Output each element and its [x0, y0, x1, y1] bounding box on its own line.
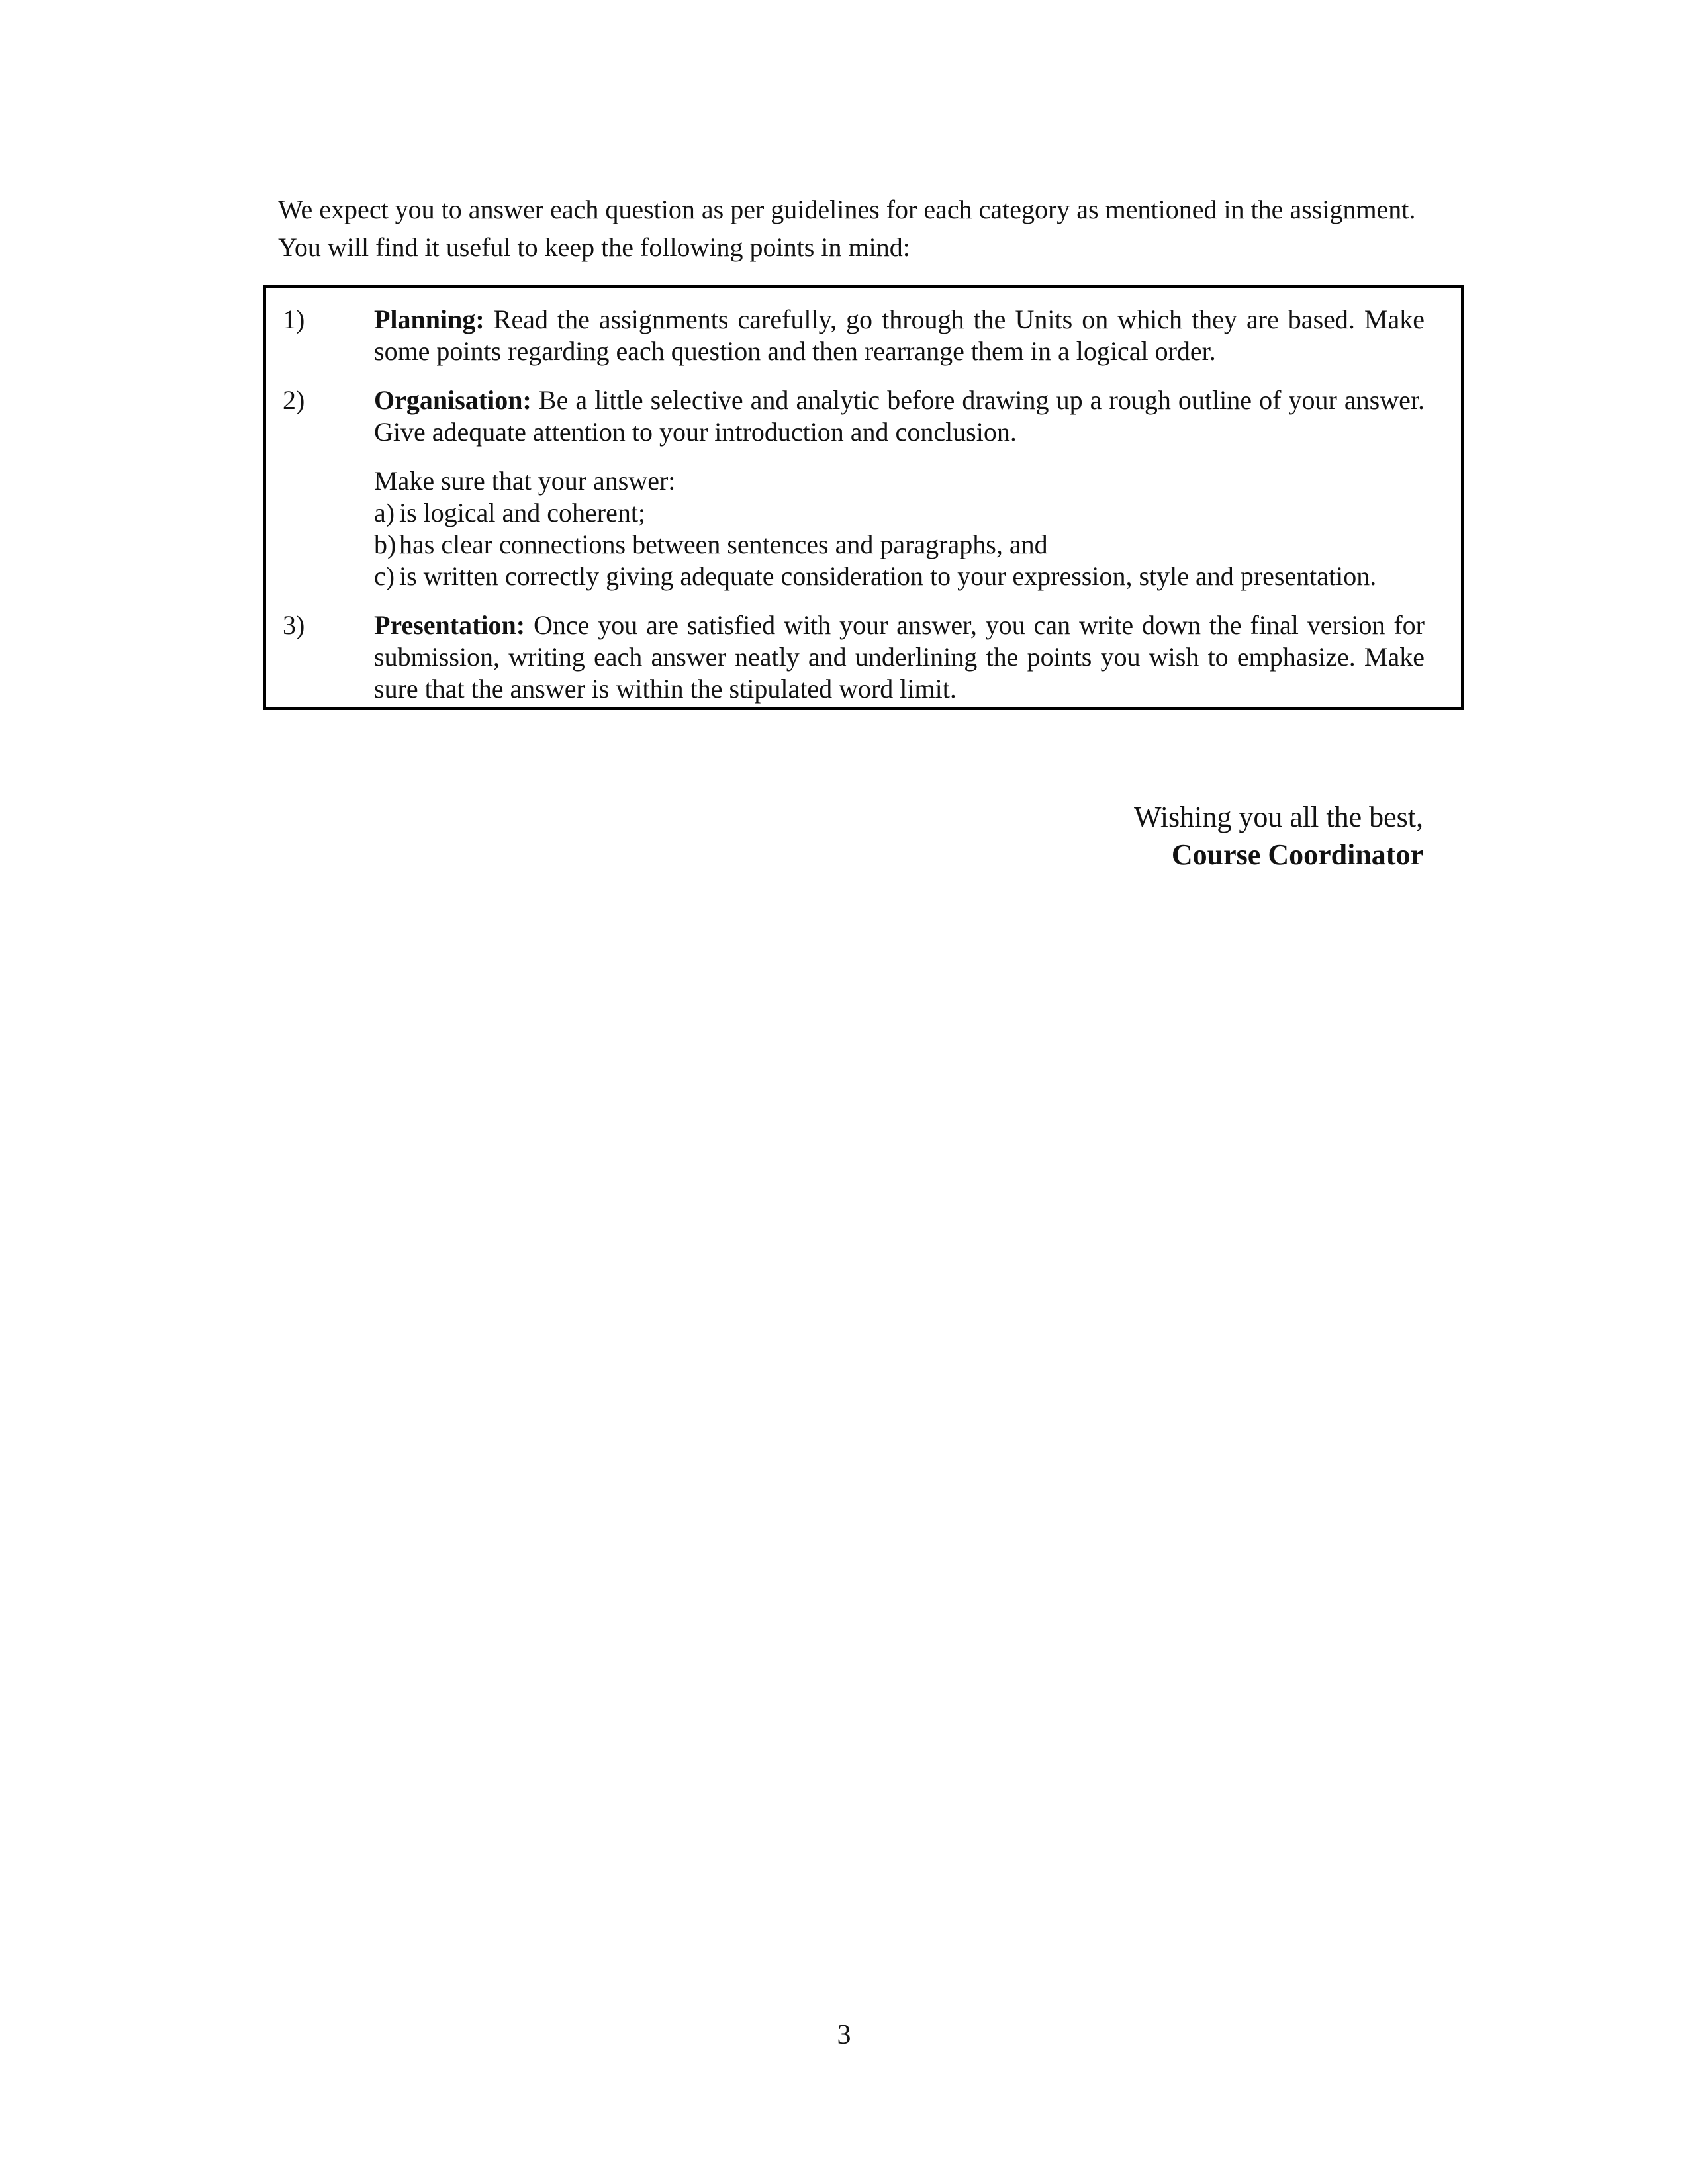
checklist-item	[374, 561, 1425, 592]
guideline-item-presentation	[283, 610, 1425, 705]
checklist-item	[374, 497, 1425, 529]
item-body	[374, 385, 1425, 592]
item-number: 2)	[283, 385, 305, 415]
checklist-intro: Make sure that your answer:	[374, 466, 676, 496]
item-paragraph	[374, 385, 1425, 448]
intro-paragraph: We expect you to answer each question as per guidelines for each category as mentioned in the assignment. You will find it useful to keep the following points in mind:	[278, 195, 1416, 262]
item-label: Organisation:	[374, 385, 532, 415]
answer-checklist	[374, 465, 1425, 592]
checklist-text: has clear connections between sentences and paragraphs, and	[399, 529, 1048, 559]
item-text: Read the assignments carefully, go through the Units on which they are based. Make some points regarding each question and then rearrange them in a logical order.	[374, 304, 1425, 366]
checklist-item	[374, 529, 1425, 561]
item-label: Presentation:	[374, 610, 526, 640]
item-number: 1)	[283, 304, 305, 334]
item-label: Planning:	[374, 304, 485, 334]
page-number: 3	[837, 2020, 851, 2050]
checklist-letter: c)	[374, 561, 395, 591]
checklist-letter: b)	[374, 529, 397, 559]
item-text: Be a little selective and analytic before drawing up a rough outline of your answer. Give adequate attention to your introduction and conclusion.	[374, 385, 1425, 447]
checklist-text: is written correctly giving adequate consideration to your expression, style and presentation.	[399, 561, 1377, 591]
guidelines-box	[263, 285, 1464, 710]
signature-block	[1134, 798, 1423, 874]
item-paragraph	[374, 610, 1425, 705]
item-number: 3)	[283, 610, 305, 640]
item-body	[374, 304, 1425, 367]
checklist-letter: a)	[374, 498, 395, 527]
signature-role: Course Coordinator	[1171, 839, 1423, 871]
item-text: Once you are satisfied with your answer, you can write down the final version for submission, writing each answer neatly and underlining the points you wish to emphasize. Make sure that the answer is within the stipulated word limit.	[374, 610, 1425, 704]
item-paragraph	[374, 304, 1425, 367]
guideline-item-organisation	[283, 385, 1425, 592]
signature-wish: Wishing you all the best,	[1134, 801, 1423, 833]
item-body	[374, 610, 1425, 705]
guideline-item-planning	[283, 304, 1425, 367]
checklist-text: is logical and coherent;	[399, 498, 646, 527]
